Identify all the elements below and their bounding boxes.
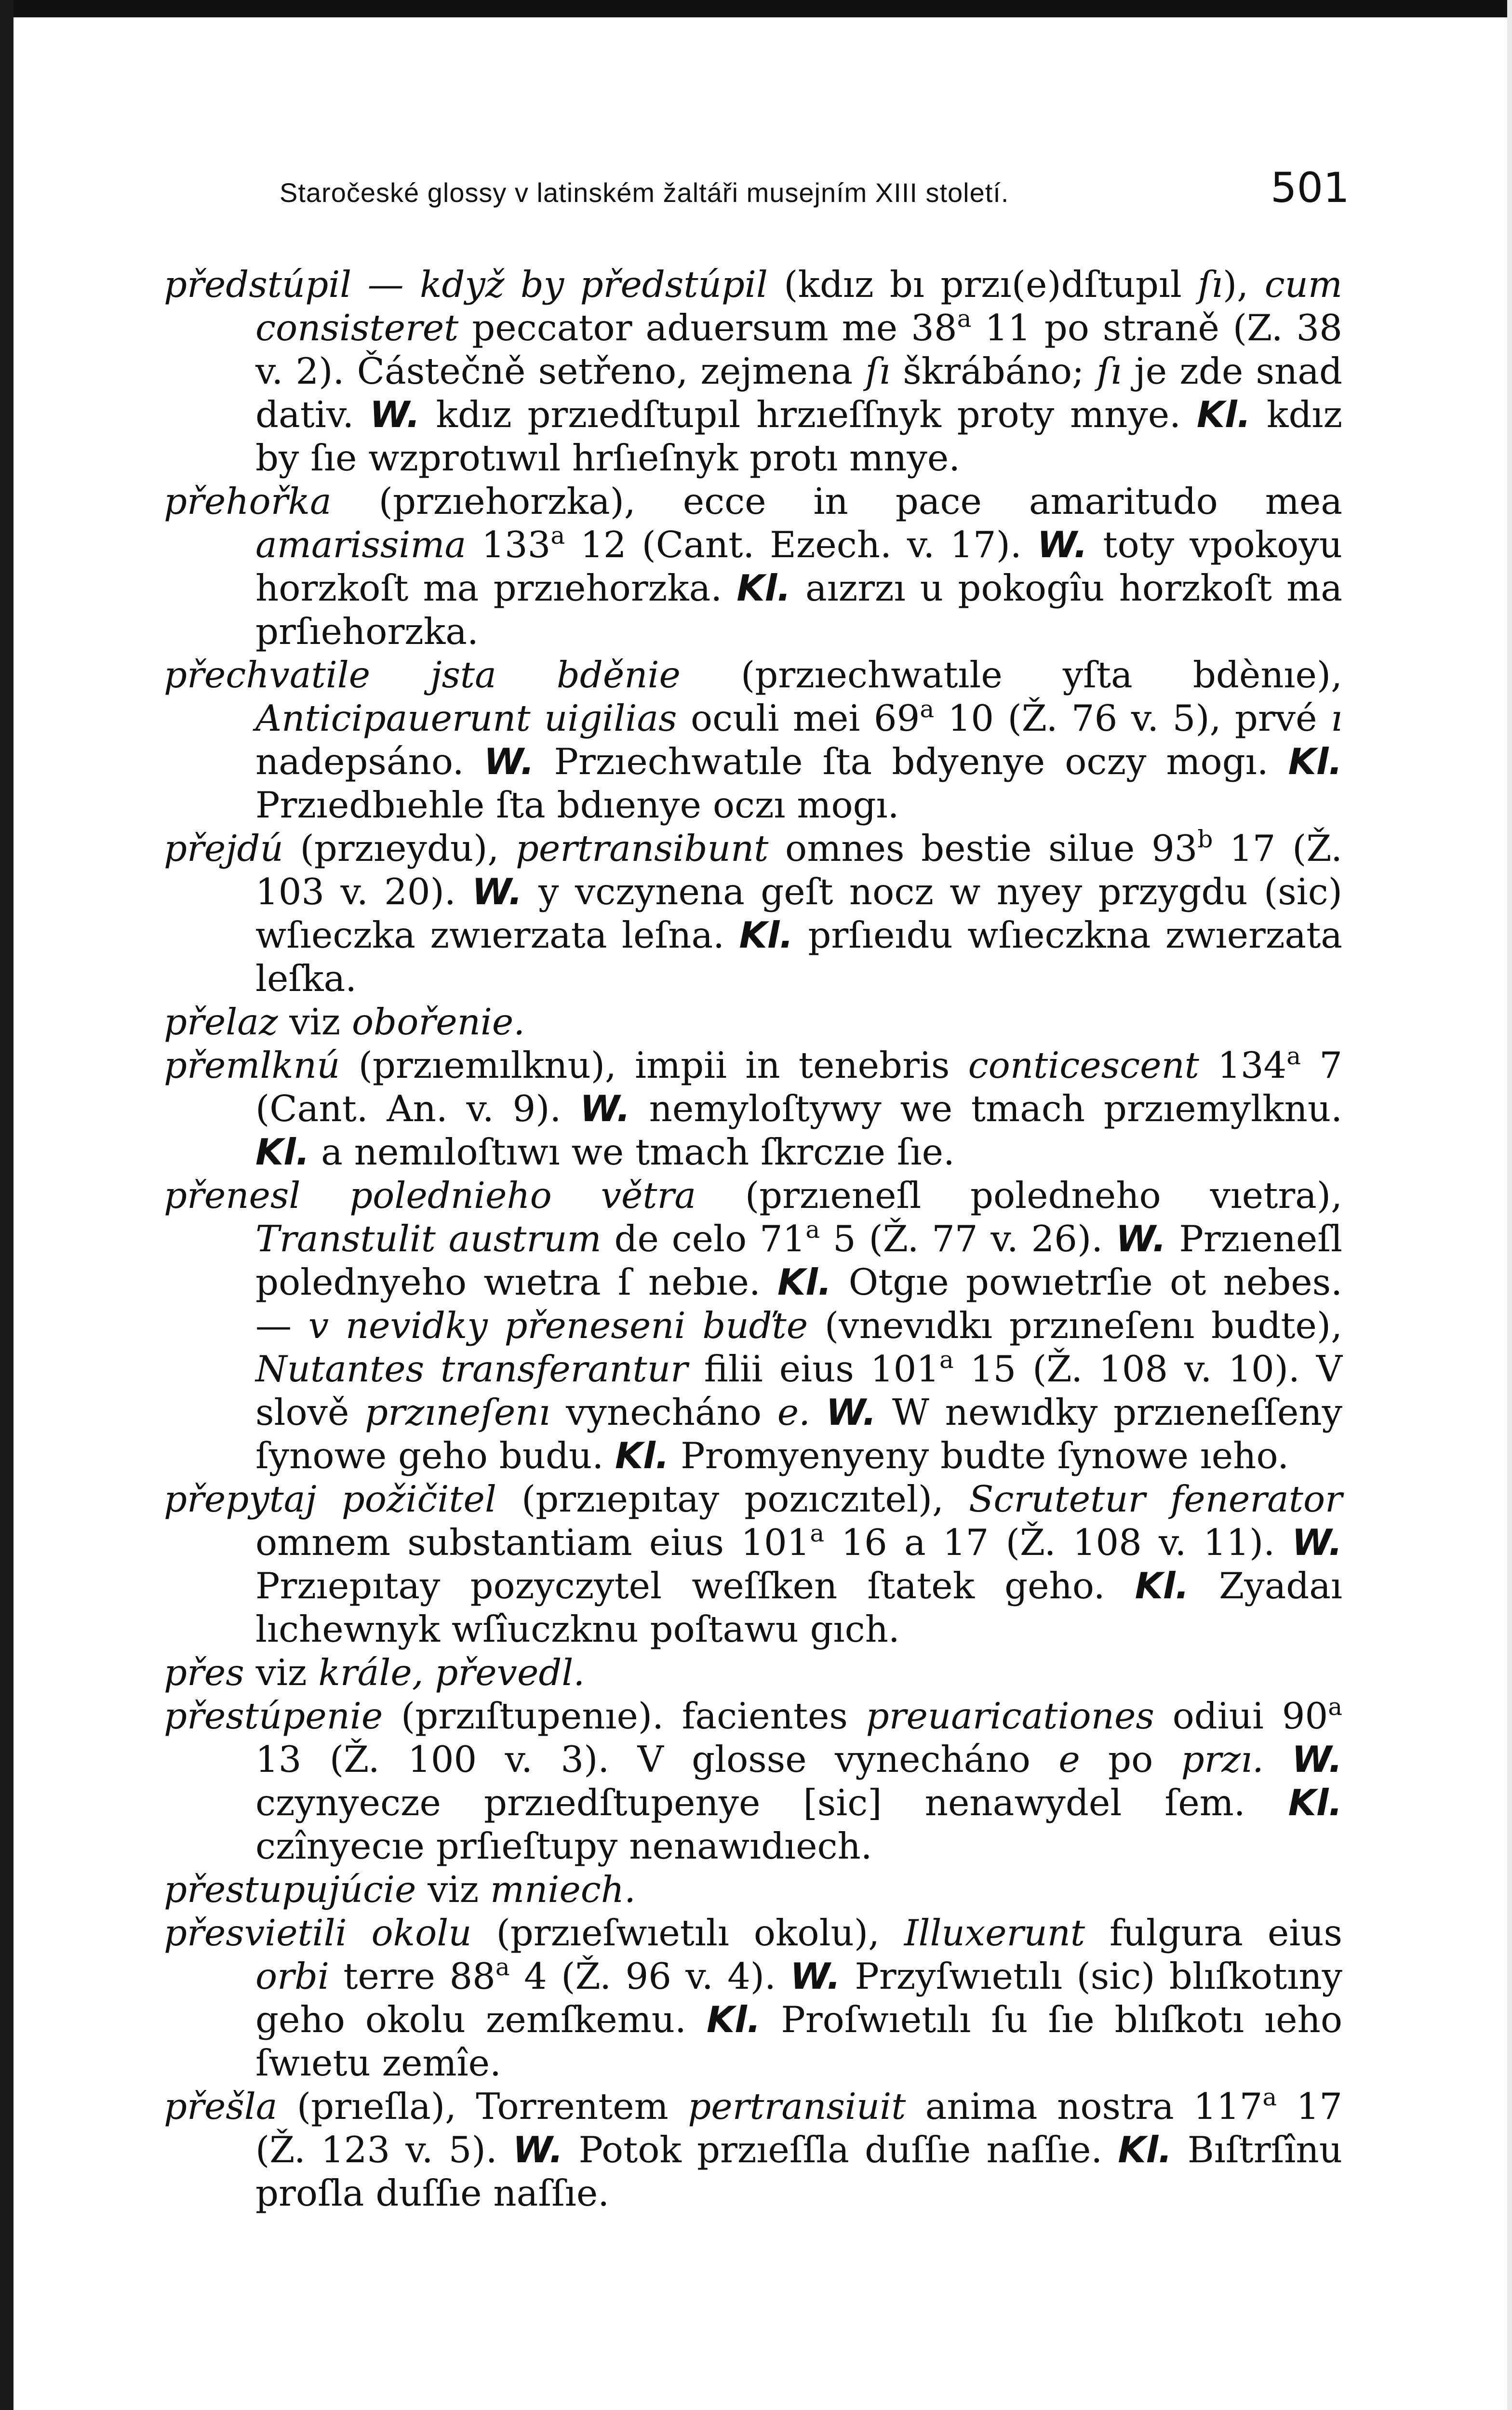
witness-siglum: Kl. <box>615 1434 669 1477</box>
dictionary-entry <box>164 653 1342 827</box>
witness-siglum: W. <box>790 1955 841 1997</box>
headword: přehořka <box>164 480 332 522</box>
latin-text: Anticipauerunt uigilias <box>255 697 677 739</box>
entry-text: vynecháno <box>550 1391 777 1433</box>
witness-siglum: Kl. <box>1196 393 1251 436</box>
entry-text <box>810 1391 826 1433</box>
entry-text: (vnevıdkı przıneſenı budte), <box>808 1304 1342 1347</box>
latin-text: e <box>1058 1738 1080 1781</box>
entry-text: 10 (Ž. 76 v. 5), prvé <box>934 697 1331 739</box>
latin-text: mniech. <box>490 1868 636 1911</box>
folio-superscript: a <box>1262 2083 1277 2111</box>
entry-text: omnes bestie silue 93 <box>768 827 1198 870</box>
folio-superscript: a <box>1328 1693 1342 1721</box>
entry-text: po <box>1080 1738 1181 1781</box>
entry-text <box>1264 1738 1292 1781</box>
dictionary-entry <box>164 2085 1342 2215</box>
latin-text: cum consisteret <box>255 263 1342 349</box>
latin-text: przı. <box>1181 1738 1264 1781</box>
entry-text: (przıeneſl poledneho vıetra), <box>696 1174 1343 1217</box>
latin-text: pertransibunt <box>515 827 769 870</box>
entry-text: (przıechwatıle yſta bdènıe), <box>680 654 1342 696</box>
entry-text: (przıeydu), <box>283 827 516 870</box>
dictionary-entry <box>164 1694 1342 1868</box>
witness-siglum: W. <box>1115 1218 1166 1260</box>
entry-text: 16 a 17 (Ž. 108 v. 11). <box>824 1521 1292 1564</box>
entry-text: Przyſwıetılı (sic) blıſkotıny geho okolu zemſkemu. <box>255 1955 1343 2041</box>
folio-superscript: a <box>810 1519 825 1547</box>
dictionary-entry <box>164 1651 1342 1694</box>
folio-superscript: a <box>1286 1042 1301 1070</box>
entry-text: Przıeneſl polednyeho wıetra ſ nebıe. <box>255 1218 1343 1303</box>
folio-superscript: a <box>957 305 972 333</box>
entry-text: nemyloſtywy we tmach przıemylknu. <box>630 1087 1342 1130</box>
entry-text: 4 (Ž. 96 v. 4). <box>509 1955 790 1997</box>
folio-superscript: a <box>920 695 935 723</box>
page-number: 501 <box>1270 164 1350 212</box>
folio-superscript: a <box>550 522 565 549</box>
entry-text: (przıſtupenıe). facientes <box>383 1695 866 1737</box>
entry-text: (przıeſwıetılı okolu), <box>471 1912 904 1954</box>
latin-text: pertransiuit <box>688 2085 906 2128</box>
entry-text: viz <box>416 1868 490 1911</box>
entry-text: (przıemılknu), impii in tenebris <box>340 1044 968 1086</box>
entry-text: 17 (Ž. 103 v. 20). <box>255 827 1343 913</box>
latin-text: ı <box>1331 697 1342 739</box>
scan-top-edge <box>0 0 1512 17</box>
scan-left-edge <box>0 0 13 2410</box>
latin-text: ſı <box>865 350 891 392</box>
entry-text: nadepsáno. <box>255 740 484 783</box>
entry-text: 12 (Cant. Ezech. v. 17). <box>565 523 1037 566</box>
latin-text: Scrutetur fenerator <box>969 1478 1342 1520</box>
entry-text: y vczynena geſt nocz w nyey przygdu (sic) wſıeczka zwıerzata leſna. <box>255 870 1342 956</box>
latin-text: orbi <box>255 1955 330 1997</box>
latin-text: e. <box>777 1391 810 1433</box>
witness-siglum: W. <box>483 740 535 783</box>
latin-text: ſı <box>1097 350 1122 392</box>
entry-text: 5 (Ž. 77 v. 26). <box>820 1218 1116 1260</box>
entry-text: czynyecze przıedſtupenye [sic] nenawydel ſem. <box>255 1781 1288 1824</box>
entry-text: 11 po straně (Z. 38 v. 2). Částečně setřeno, zejmena <box>255 307 1342 392</box>
folio-superscript: b <box>1197 825 1213 853</box>
entry-text: (prıeſla), Torrentem <box>277 2085 688 2128</box>
entry-text: anima nostra 117 <box>906 2085 1263 2128</box>
latin-text: ſı <box>1198 263 1223 306</box>
witness-siglum: W. <box>580 1087 630 1130</box>
entry-text: Zyadaı lıchewnyk wſîuczknu poſtawu gıch. <box>255 1565 1343 1650</box>
headword: přestupujúcie <box>164 1868 416 1911</box>
entry-text: odiui 90 <box>1154 1695 1328 1737</box>
latin-text: przıneſenı <box>365 1391 550 1433</box>
latin-text: obořenie. <box>352 1001 525 1043</box>
entry-text: Proſwıetılı ſu ſıe blıſkotı ıeho ſwıetu zemîe. <box>255 1998 1342 2084</box>
latin-text: Transtulit austrum <box>255 1218 602 1260</box>
entry-text: (przıepıtay pozıczıtel), <box>496 1478 969 1520</box>
headword: předstúpil — když by předstúpil <box>164 263 768 306</box>
witness-siglum: W. <box>1292 1738 1342 1781</box>
dictionary-entry <box>164 1174 1342 1477</box>
dictionary-entry <box>164 1911 1342 2085</box>
entry-text: (przıehorzka), ecce in pace amaritudo mea <box>331 480 1342 522</box>
dictionary-entry <box>164 263 1342 480</box>
latin-text: preuaricationes <box>866 1695 1154 1737</box>
headword: přesvietili okolu <box>164 1912 472 1954</box>
witness-siglum: W. <box>370 393 420 436</box>
witness-siglum: Kl. <box>706 1998 761 2041</box>
entry-text: Bıſtrſînu proſla duſſıe naſſıe. <box>255 2129 1342 2214</box>
witness-siglum: Kl. <box>1118 2129 1172 2171</box>
entry-text: viz <box>278 1001 352 1043</box>
entry-text: W newıdky przıeneſſeny ſynowe geho budu. <box>255 1391 1343 1477</box>
dictionary-entry <box>164 827 1342 1000</box>
witness-siglum: W. <box>826 1391 877 1433</box>
headword: přejdú <box>164 827 283 870</box>
entry-text: 15 (Ž. 108 v. 10). V slově <box>255 1348 1342 1433</box>
headword: přešla <box>164 2085 278 2128</box>
entry-text: 7 (Cant. An. v. 9). <box>255 1044 1342 1130</box>
entry-text: Potok przıeſſla duſſıe naſſıe. <box>563 2129 1118 2171</box>
entry-text: 134 <box>1199 1044 1287 1086</box>
witness-siglum: W. <box>472 870 522 913</box>
entry-text: 133 <box>466 523 551 566</box>
entry-text: aızrzı u pokogîu horzkoſt ma prſıehorzka. <box>255 567 1342 653</box>
entry-text: (kdız bı przı(e)dſtupıl <box>767 263 1198 306</box>
latin-text: conticescent <box>968 1044 1199 1086</box>
entry-text: kdız by ſıe wzprotıwıl hrſıeſnyk protı mnye. <box>255 393 1342 479</box>
latin-text: v nevidky přeneseni buďte <box>308 1304 808 1347</box>
witness-siglum: Kl. <box>1135 1565 1189 1607</box>
dictionary-entry <box>164 1868 1342 1911</box>
headword: přelaz <box>164 1001 278 1043</box>
folio-superscript: a <box>805 1216 820 1244</box>
headword: přechvatile jsta bděnie <box>164 654 681 696</box>
entry-text: Przıedbıehle ſta bdıenye oczı mogı. <box>255 784 899 826</box>
latin-text: amarissima <box>255 523 467 566</box>
entry-text: Przıepıtay pozyczytel weſſken ſtatek geho. <box>255 1565 1135 1607</box>
witness-siglum: W. <box>512 2129 563 2171</box>
entry-text: a nemıloſtıwı we tmach ſkrczıe ſıe. <box>309 1131 955 1173</box>
witness-siglum: W. <box>1292 1521 1342 1564</box>
scan-right-edge <box>1507 0 1512 2410</box>
folio-superscript: a <box>939 1346 954 1374</box>
witness-siglum: Kl. <box>739 914 793 956</box>
dictionary-entry <box>164 1044 1342 1174</box>
entry-text: Otgıe powıetrſıe ot nebes. — <box>255 1261 1342 1347</box>
entry-text: je zde snad dativ. <box>255 350 1342 436</box>
entry-text: omnem substantiam eius 101 <box>255 1521 810 1564</box>
entry-text: terre 88 <box>329 1955 495 1997</box>
entry-text: Przıechwatıle ſta bdyenye oczy mogı. <box>534 740 1288 783</box>
page-header <box>280 164 1350 217</box>
entry-text: 13 (Ž. 100 v. 3). V glosse vynecháno <box>255 1738 1059 1781</box>
entry-text: filii eius 101 <box>687 1348 939 1390</box>
latin-text: krále, převedl. <box>318 1651 585 1694</box>
dictionary-entry <box>164 1477 1342 1651</box>
headword: přepytaj požičitel <box>164 1478 496 1520</box>
entry-text: fulgura eius <box>1085 1912 1342 1954</box>
entry-text: de celo 71 <box>601 1218 806 1260</box>
witness-siglum: W. <box>1037 523 1088 566</box>
entry-text: prſıeıdu wſıeczkna zwıerzata leſka. <box>255 914 1342 1000</box>
entry-text: oculi mei 69 <box>677 697 920 739</box>
entry-text: czînyecıe prſıeſtupy nenawıdıech. <box>255 1825 872 1867</box>
witness-siglum: Kl. <box>1288 740 1342 783</box>
witness-siglum: Kl. <box>1288 1781 1342 1824</box>
entry-text: toty vpokoyu horzkoſt ma przıehorzka. <box>255 523 1343 609</box>
running-title: Staročeské glossy v latinském žaltáři musejním XIII století. <box>280 177 1009 208</box>
glossary-entries <box>164 263 1342 2215</box>
witness-siglum: Kl. <box>255 1131 310 1173</box>
entry-text: 17 (Ž. 123 v. 5). <box>255 2085 1342 2171</box>
entry-text: ), <box>1223 263 1265 306</box>
latin-text: Illuxerunt <box>904 1912 1085 1954</box>
headword: přenesl polednieho větra <box>164 1174 696 1217</box>
entry-text: kdız przıedſtupıl hrzıeſſnyk proty mnye. <box>420 393 1197 436</box>
headword: přes <box>164 1651 244 1694</box>
dictionary-entry <box>164 1000 1342 1044</box>
witness-siglum: Kl. <box>736 567 791 609</box>
entry-text: škrábáno; <box>890 350 1097 392</box>
folio-superscript: a <box>495 1953 510 1981</box>
latin-text: Nutantes transferantur <box>255 1348 688 1390</box>
headword: přestúpenie <box>164 1695 383 1737</box>
dictionary-entry <box>164 480 1342 653</box>
entry-text: peccator aduersum me 38 <box>458 307 957 349</box>
headword: přemlknú <box>164 1044 340 1086</box>
entry-text: viz <box>244 1651 319 1694</box>
witness-siglum: Kl. <box>777 1261 832 1303</box>
entry-text: Promyenyeny budte ſynowe ıeho. <box>669 1434 1289 1477</box>
